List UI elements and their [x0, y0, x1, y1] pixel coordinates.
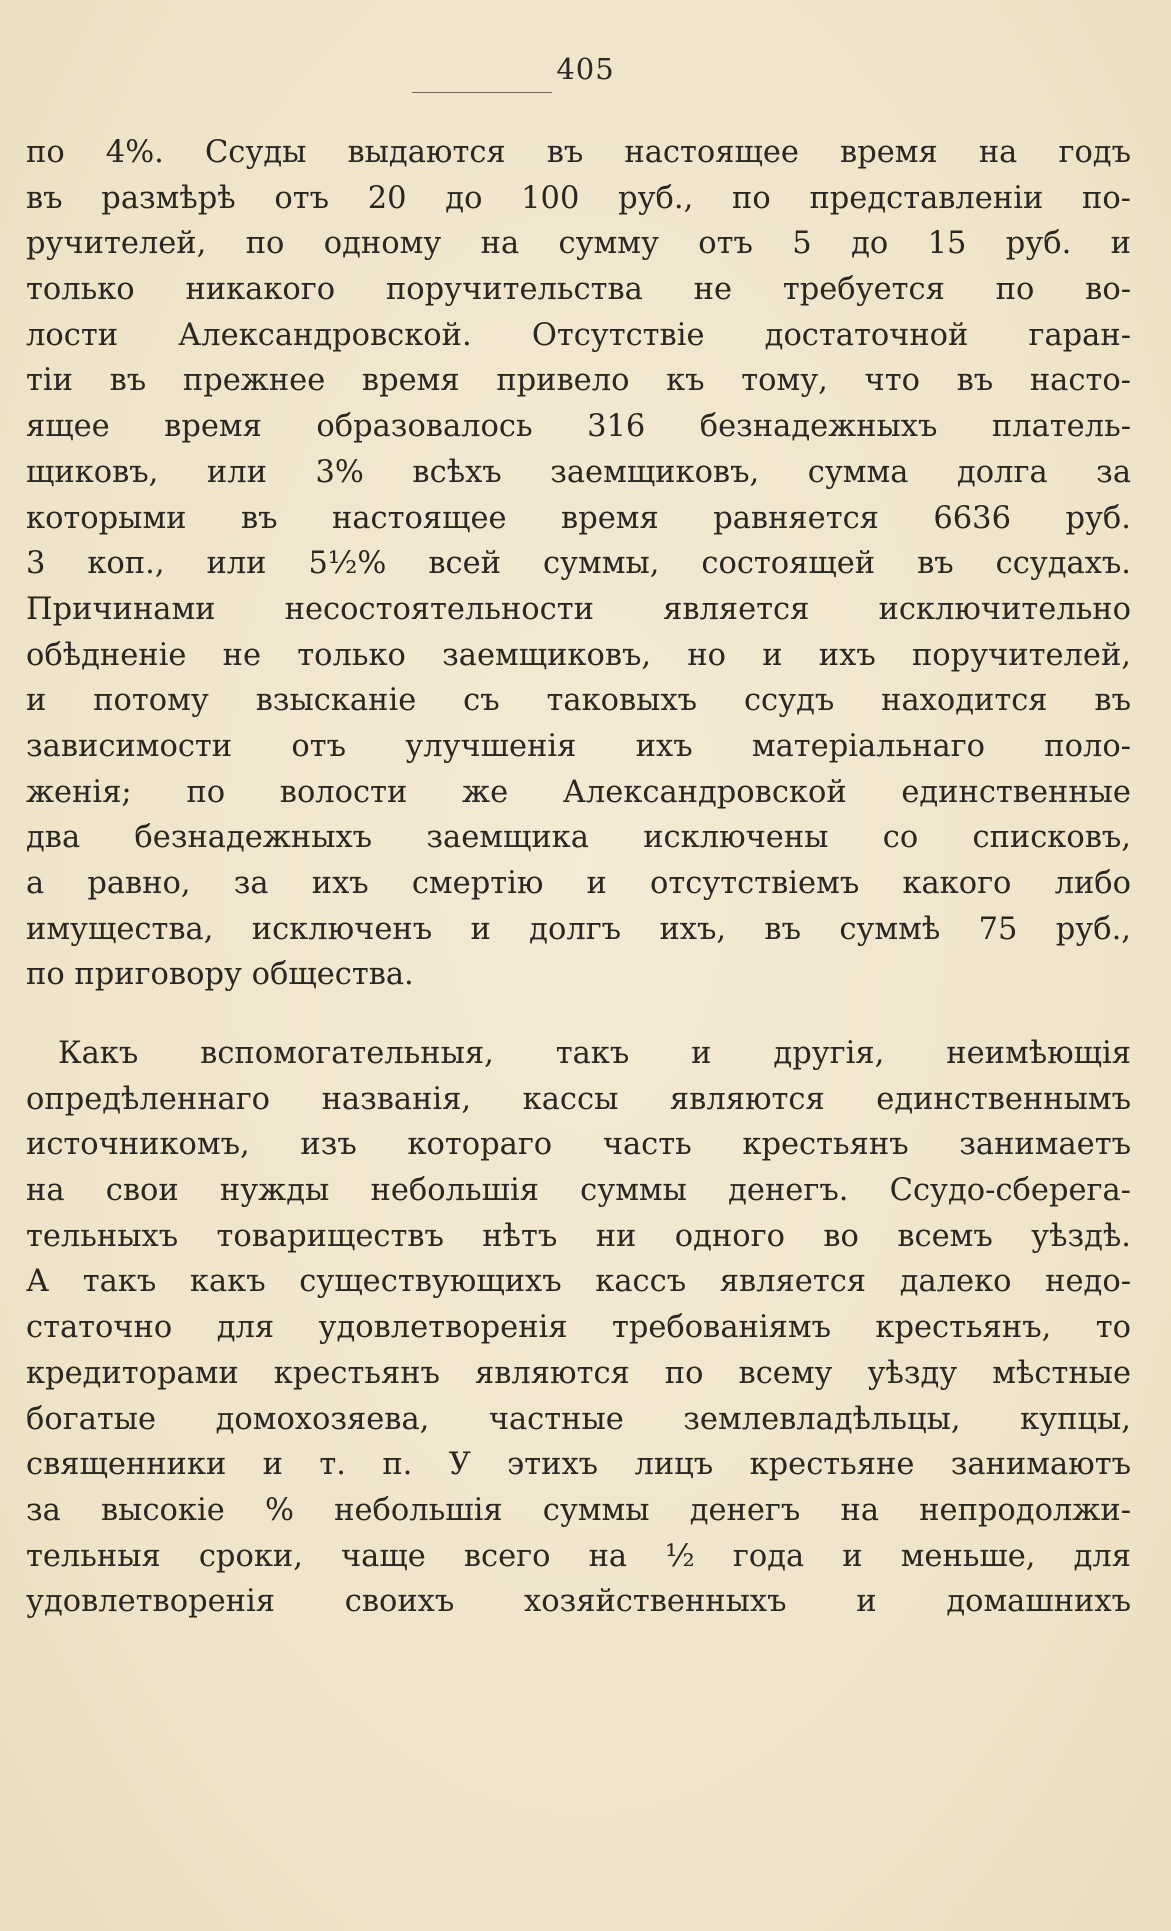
page-number-rule — [412, 92, 552, 93]
text-line: по приговору общества. — [26, 957, 414, 993]
text-line: и потому взысканіе съ таковыхъ ссудъ находится въ — [26, 683, 1131, 719]
text-line: кредиторами крестьянъ являются по всему уѣзду мѣстные — [26, 1355, 1131, 1391]
text-line: опредѣленнаго названія, кассы являются единственнымъ — [26, 1081, 1131, 1117]
text-line: которыми въ настоящее время равняется 6636 руб. — [26, 500, 1131, 536]
text-line: лости Александровской. Отсутствіе достаточной гаран- — [26, 317, 1131, 353]
text-line: имущества, исключенъ и долгъ ихъ, въ суммѣ 75 руб., — [26, 911, 1131, 947]
page-number: 405 — [556, 52, 615, 86]
text-line: обѣдненіе не только заемщиковъ, но и ихъ поручителей, — [26, 637, 1131, 673]
text-line: за высокіе % небольшія суммы денегъ на непродолжи- — [26, 1492, 1131, 1528]
text-line: зависимости отъ улучшенія ихъ матеріальнаго поло- — [26, 728, 1131, 764]
text-line: женія; по волости же Александровской единственные — [26, 774, 1131, 810]
text-line: только никакого поручительства не требуется по во- — [26, 272, 1131, 308]
text-line: тельныя сроки, чаще всего на ½ года и меньше, для — [26, 1538, 1131, 1574]
text-line: статочно для удовлетворенія требованіямъ крестьянъ, то — [26, 1310, 1131, 1346]
text-line: ящее время образовалось 316 безнадежныхъ платель- — [26, 409, 1131, 445]
text-line: по 4%. Ссуды выдаются въ настоящее время на годъ — [26, 135, 1131, 170]
text-line: 3 коп., или 5½% всей суммы, состоящей въ ссудахъ. — [26, 546, 1131, 582]
text-line: тельныхъ товариществъ нѣтъ ни одного во всемъ уѣздѣ. — [26, 1218, 1131, 1254]
text-line: А такъ какъ существующихъ кассъ является далеко недо- — [26, 1264, 1131, 1300]
text-line: а равно, за ихъ смертію и отсутствіемъ какого либо — [26, 866, 1131, 901]
text-line: на свои нужды небольшія суммы денегъ. Ссудо-сберега- — [26, 1173, 1131, 1209]
paragraph-1 — [26, 130, 1131, 998]
text-line: тіи въ прежнее время привело къ тому, что въ насто- — [26, 363, 1131, 399]
text-line: два безнадежныхъ заемщика исключены со списковъ, — [26, 820, 1131, 856]
text-line: Какъ вспомогательныя, такъ и другія, неимѣющія — [58, 1036, 1131, 1071]
text-line: въ размѣрѣ отъ 20 до 100 руб., по представленіи по- — [26, 180, 1131, 216]
text-line: ручителей, по одному на сумму отъ 5 до 15 руб. и — [26, 226, 1131, 262]
paragraph-2 — [26, 1031, 1131, 1625]
text-line: источникомъ, изъ котораго часть крестьянъ занимаетъ — [26, 1127, 1131, 1163]
text-line: богатые домохозяева, частные землевладѣльцы, купцы, — [26, 1401, 1131, 1437]
text-line: священники и т. п. У этихъ лицъ крестьяне занимаютъ — [26, 1447, 1131, 1483]
text-line: Причинами несостоятельности является исключительно — [26, 591, 1131, 627]
text-line: удовлетворенія своихъ хозяйственныхъ и домашнихъ — [26, 1584, 1131, 1620]
text-line: щиковъ, или 3% всѣхъ заемщиковъ, сумма долга за — [26, 454, 1131, 490]
